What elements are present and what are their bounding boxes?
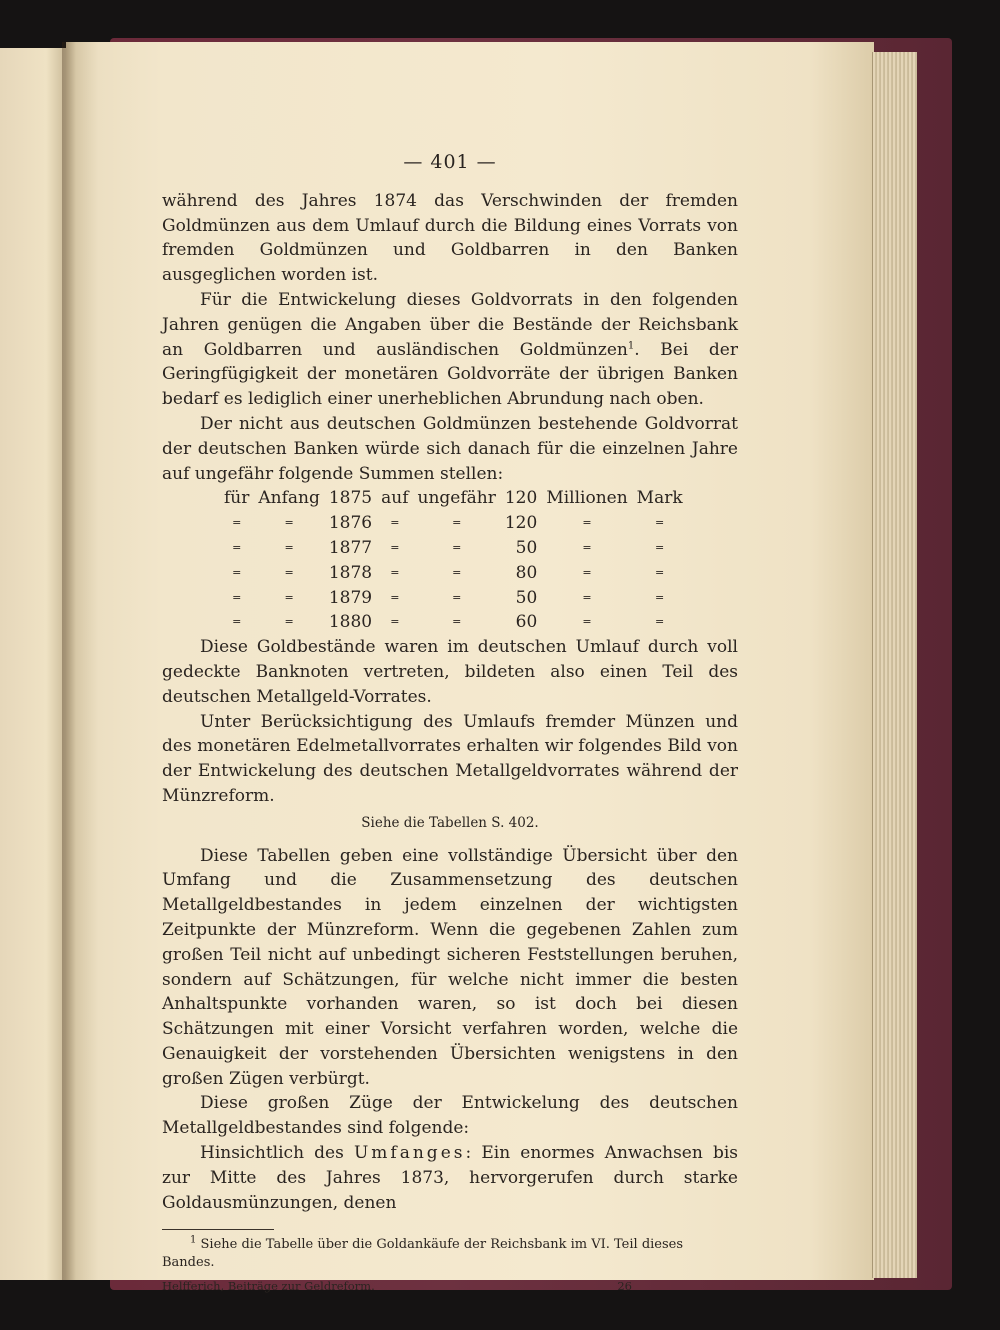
table-cell-mid: auf <box>381 488 409 509</box>
table-cell-prefix: für <box>224 488 250 509</box>
ditto-mark: = <box>655 565 665 579</box>
ditto-mark: = <box>582 540 592 554</box>
footer-signature: 26 <box>617 1279 632 1294</box>
ditto-mark: = <box>390 540 400 554</box>
ditto-mark: = <box>232 540 242 554</box>
ditto-mark: = <box>284 590 294 604</box>
paragraph-6: Diese Tabellen geben eine vollständige Übersicht über den Umfang und die Zusammensetzung des deutschen Metallgeldbestandes in jedem einzelnen der wichtigsten Zeitpunkte der Münzreform. Wenn die gegebenen Zahlen zum großen Teil nicht auf unbedingt sicheren Feststellungen beruhen, sondern auf Schätzungen, für welche nicht immer die besten Anhaltspunkte vorhanden waren, so ist doch bei diesen Schätzungen mit einer Vorsicht verfahren worden, welche die Genauigkeit der vorstehenden Übersichten wenigstens in den großen Zügen verbürgt. <box>162 845 738 1089</box>
page-number: — 401 — <box>403 151 497 173</box>
ditto-mark: = <box>390 565 400 579</box>
ditto-mark: = <box>284 615 294 629</box>
footnote-marker: 1 <box>190 1235 197 1247</box>
paragraph-7: Diese großen Züge der Entwickelung des deutschen Metallgeldbestandes sind folgende: <box>162 1093 738 1139</box>
table-row <box>224 561 692 586</box>
table-reference: Siehe die Tabellen S. 402. <box>361 814 539 831</box>
footnote-text: Siehe die Tabelle über die Goldankäufe der Reichsbank im VI. Teil dieses Bandes. <box>162 1237 684 1271</box>
ditto-mark: = <box>655 615 665 629</box>
gutter-shadow <box>62 42 76 1280</box>
ditto-mark: = <box>452 516 462 530</box>
table-cell-unit: Millionen <box>546 488 628 509</box>
footnote-ref: 1 <box>627 339 635 351</box>
table-cell-year: 1876 <box>328 513 373 534</box>
table-cell-year: 1880 <box>328 612 373 633</box>
table-row <box>224 536 692 561</box>
table-cell-year: 1878 <box>328 562 373 583</box>
paragraph-8 <box>162 1141 738 1215</box>
ditto-mark: = <box>452 615 462 629</box>
paragraph-4: Diese Goldbestände waren im deutschen Umlauf durch voll gedeckte Banknoten vertreten, bildeten also einen Teil des deutschen Metallgeld-Vorrates. <box>162 637 738 707</box>
ditto-mark: = <box>284 540 294 554</box>
paragraph-8-text-a: Hinsichtlich des <box>200 1143 344 1164</box>
ditto-mark: = <box>232 516 242 530</box>
ditto-mark: = <box>582 590 592 604</box>
table-row <box>224 586 692 611</box>
table-row <box>224 610 692 635</box>
ditto-mark: = <box>284 516 294 530</box>
ditto-mark: = <box>390 590 400 604</box>
ditto-mark: = <box>452 590 462 604</box>
ditto-mark: = <box>390 516 400 530</box>
ditto-mark: = <box>655 590 665 604</box>
page-content <box>162 150 738 1299</box>
table-row <box>224 511 692 536</box>
ditto-mark: = <box>232 565 242 579</box>
paragraph-3: Der nicht aus deutschen Goldmünzen bestehende Goldvorrat der deutschen Banken würde sich danach für die einzelnen Jahre auf ungefähr folgende Summen stellen: <box>162 413 738 484</box>
ditto-mark: = <box>655 516 665 530</box>
footnote <box>162 1236 738 1272</box>
table-cell-amount: 50 <box>515 537 538 558</box>
table-cell-amount: 60 <box>515 612 538 633</box>
table-cell-approx: ungefähr <box>417 488 496 509</box>
page-edges <box>872 52 917 1278</box>
footer-author: Helfferich, Beiträge zur Geldreform. <box>162 1279 375 1294</box>
ditto-mark: = <box>452 540 462 554</box>
paragraph-2-text-b: . Bei der Geringfügigkeit der monetären Goldvorräte der übrigen Banken bedarf es lediglich einer unerheblichen Abrundung nach oben. <box>162 339 738 410</box>
paragraph-2 <box>162 288 738 412</box>
gold-table <box>224 486 692 635</box>
table-cell-year: 1875 <box>328 488 373 509</box>
table-cell-year: 1877 <box>328 537 373 558</box>
paragraph-5: Unter Berücksichtigung des Umlaufs fremder Münzen und des monetären Edelmetallvorrates erhalten wir folgendes Bild von der Entwickelung des deutschen Metallgeldvorrates während der Münzreform. <box>162 711 738 806</box>
ditto-mark: = <box>284 565 294 579</box>
emphasis-umfanges: Umfanges <box>353 1143 466 1164</box>
footnote-divider <box>162 1229 274 1230</box>
ditto-mark: = <box>452 565 462 579</box>
ditto-mark: = <box>582 615 592 629</box>
table-row <box>224 486 692 511</box>
table-cell-currency: Mark <box>636 488 683 509</box>
paragraph-2-text-a: Für die Entwickelung dieses Goldvorrats in den folgenden Jahren genügen die Angaben über die Bestände der Reichsbank an Goldbarren und ausländischen Goldmünzen <box>162 289 738 360</box>
ditto-mark: = <box>390 615 400 629</box>
ditto-mark: = <box>232 615 242 629</box>
left-page-edge <box>0 48 66 1280</box>
ditto-mark: = <box>655 540 665 554</box>
table-cell-amount: 120 <box>504 513 538 534</box>
ditto-mark: = <box>232 590 242 604</box>
table-cell-year: 1879 <box>328 587 373 608</box>
table-cell-amount: 80 <box>515 562 538 583</box>
table-cell-label: Anfang <box>258 488 320 509</box>
table-cell-amount: 50 <box>515 587 538 608</box>
paragraph-8-text-b: : Ein enormes Anwachsen bis zur Mitte des Jahres 1873, hervorgerufen durch starke Goldausmünzungen, denen <box>162 1143 739 1213</box>
page-footer <box>162 1274 632 1299</box>
table-cell-amount: 120 <box>504 488 538 509</box>
ditto-mark: = <box>582 516 592 530</box>
ditto-mark: = <box>582 565 592 579</box>
paragraph-1: während des Jahres 1874 das Verschwinden der fremden Goldmünzen aus dem Umlauf durch die Bildung eines Vorrats von fremden Goldmünzen und Goldbarren in den Banken ausgeglichen worden ist. <box>162 190 738 286</box>
